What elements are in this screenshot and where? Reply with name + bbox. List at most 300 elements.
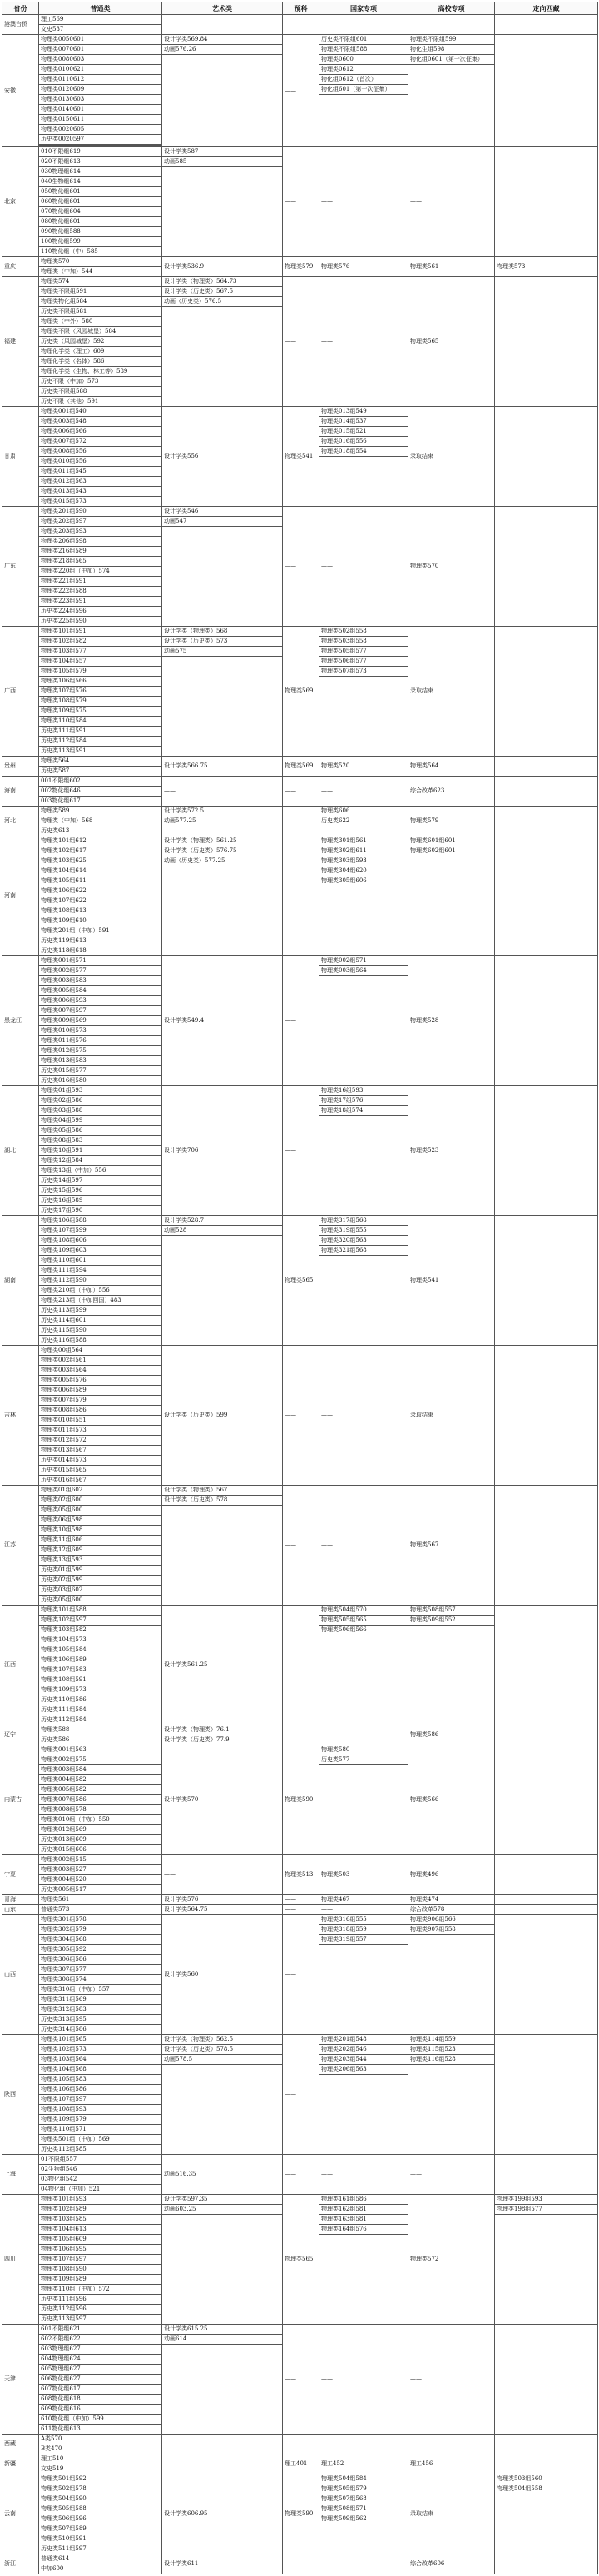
general-cell: 物理类102组589 [39, 2205, 162, 2215]
general-cell: 物理类003组564 [39, 1366, 162, 1376]
college-cell: 理工456 [408, 2454, 495, 2474]
general-cell: 604物理组624 [39, 2355, 162, 2365]
general-cell: 060物化组601 [39, 197, 162, 207]
tibet-cell [495, 2215, 598, 2325]
college-cell: 物理类114组559 [408, 2035, 495, 2045]
tibet-cell [495, 2325, 598, 2435]
general-cell: 601不限组621 [39, 2325, 162, 2335]
tibet-cell: 物理类199组593 [495, 2195, 598, 2205]
province-cell: 山东 [2, 1905, 39, 1915]
province-cell: 港澳台侨 [2, 15, 39, 35]
art-cell: 动画576.26 [162, 45, 283, 55]
general-cell: 历史类613 [39, 826, 162, 836]
art-cell: 设计学类（历史类）77.9 [162, 1735, 283, 1745]
general-cell: 物理类012组572 [39, 1436, 162, 1446]
general-cell: 物理类13组（中加）556 [39, 1166, 162, 1176]
national-cell: 物理类504组584 [319, 2474, 408, 2484]
general-cell: 物理类307组577 [39, 1965, 162, 1975]
art-cell: 设计学类706 [162, 1086, 283, 1216]
tibet-cell [495, 2435, 598, 2454]
table-row [2, 956, 598, 966]
national-cell: 物理类505组579 [319, 2484, 408, 2494]
general-cell: 历史类116组588 [39, 1336, 162, 1346]
general-cell: 物理类001组571 [39, 956, 162, 966]
tibet-cell [495, 807, 598, 836]
table-row [2, 1905, 598, 1915]
prep-cell: —— [283, 2554, 319, 2574]
national-cell [319, 95, 408, 147]
province-cell: 四川 [2, 2195, 39, 2325]
general-cell: 物理类106组566 [39, 677, 162, 687]
general-cell: 物理类110组（中加）572 [39, 2285, 162, 2295]
general-cell: 物理类0100621 [39, 65, 162, 75]
national-cell: 物理类318组559 [319, 1925, 408, 1935]
college-cell: 物化生组598 [408, 45, 495, 55]
art-cell [162, 1506, 283, 1606]
art-cell: 设计学类（物理类）561.25 [162, 836, 283, 846]
tibet-cell [495, 777, 598, 807]
general-cell: B类470 [39, 2444, 162, 2454]
province-cell: 天津 [2, 2325, 39, 2435]
art-cell: 设计学类（历史类）599 [162, 1346, 283, 1486]
general-cell: 物理类104组557 [39, 657, 162, 667]
general-cell: 01不限组557 [39, 2155, 162, 2165]
tibet-cell [495, 1346, 598, 1486]
general-cell: 历史类313组595 [39, 2015, 162, 2025]
general-cell: 历史类05组600 [39, 1596, 162, 1606]
national-cell: 物理类013组549 [319, 407, 408, 417]
general-cell: 03物化组542 [39, 2175, 162, 2185]
general-cell: 历史类014组573 [39, 1456, 162, 1466]
general-cell: 理工569 [39, 15, 162, 25]
general-cell: 物理类213组（中加回国）483 [39, 1296, 162, 1306]
art-cell [162, 167, 283, 257]
national-cell [319, 886, 408, 956]
college-cell: 物理类572 [408, 2195, 495, 2325]
prep-cell: 物理类569 [283, 627, 319, 757]
national-cell: 物理类319组557 [319, 1935, 408, 1945]
general-cell: 历史类113组591 [39, 747, 162, 757]
general-cell: 物理类01组593 [39, 1086, 162, 1096]
national-cell: 物化组601（第一次征集） [319, 85, 408, 95]
general-cell: 物理类（中加）544 [39, 267, 162, 277]
general-cell: 物理类110组584 [39, 717, 162, 727]
general-cell: 历史类112组585 [39, 2145, 162, 2155]
art-cell: 设计学类（物理类）564.73 [162, 277, 283, 287]
general-cell: 物理类306组586 [39, 1955, 162, 1965]
general-cell: 物理类0130603 [39, 95, 162, 105]
general-cell: 物理类03组588 [39, 1106, 162, 1116]
general-cell: 04物化组（中加）521 [39, 2185, 162, 2195]
general-cell: 历史类225组590 [39, 617, 162, 627]
tibet-cell [495, 1905, 598, 1915]
general-cell: 历史类（风园城堡）592 [39, 337, 162, 347]
art-cell: 设计学类572.5 [162, 807, 283, 816]
general-cell: A类570 [39, 2435, 162, 2444]
college-cell: 物理类907组558 [408, 1925, 495, 1935]
header-national: 国家专项 [319, 2, 408, 15]
national-cell: —— [319, 1725, 408, 1745]
prep-cell: —— [283, 777, 319, 807]
general-cell: 历史类111组591 [39, 727, 162, 737]
national-cell: 物理类202组546 [319, 2045, 408, 2055]
college-cell: 物理类566 [408, 1745, 495, 1855]
general-cell: 物理类0050601 [39, 35, 162, 45]
national-cell: —— [319, 507, 408, 627]
general-cell: 历史类015组577 [39, 1066, 162, 1076]
general-cell: 物理类107组599 [39, 1226, 162, 1236]
general-cell: 物理类物化组584 [39, 297, 162, 307]
general-cell: 历史类14组597 [39, 1176, 162, 1186]
general-cell: 物理类002组575 [39, 1755, 162, 1765]
national-cell: 历史类577 [319, 1755, 408, 1765]
college-cell: 物理类564 [408, 757, 495, 777]
college-cell: 物理类567 [408, 1486, 495, 1606]
national-cell: 物理类305组606 [319, 876, 408, 886]
tibet-cell [495, 407, 598, 507]
table-row [2, 2155, 598, 2165]
general-cell: 历史类119组613 [39, 936, 162, 946]
art-cell: 设计学类569.84 [162, 35, 283, 45]
art-cell [162, 2065, 283, 2155]
general-cell: 历史类113组599 [39, 1306, 162, 1316]
general-cell: 物理类002组577 [39, 966, 162, 976]
general-cell: 历史类02组599 [39, 1576, 162, 1586]
national-cell: 物理类319组555 [319, 1226, 408, 1236]
national-cell: 物理类580 [319, 1745, 408, 1755]
college-cell [408, 856, 495, 956]
art-cell: 设计学类546 [162, 507, 283, 517]
table-row [2, 777, 598, 787]
art-cell: 设计学类560 [162, 1915, 283, 2035]
header-college: 高校专项 [408, 2, 495, 15]
art-cell [162, 527, 283, 627]
province-cell: 上海 [2, 2155, 39, 2195]
national-cell [319, 15, 408, 35]
general-cell: 物理类003组548 [39, 417, 162, 427]
table-row [2, 627, 598, 637]
national-cell: —— [319, 147, 408, 257]
general-cell: 610物化组（中加）599 [39, 2415, 162, 2425]
general-cell: 物理类11组606 [39, 1536, 162, 1546]
art-cell: 动画（历史类）576.5 [162, 297, 283, 307]
prep-cell: —— [283, 147, 319, 257]
college-cell: 物理类523 [408, 1086, 495, 1216]
college-cell [408, 2065, 495, 2155]
tibet-cell [495, 1486, 598, 1606]
general-cell: 文史519 [39, 2464, 162, 2474]
prep-cell: —— [283, 807, 319, 836]
general-cell: 物理类05组586 [39, 1126, 162, 1136]
province-cell: 湖南 [2, 1216, 39, 1346]
prep-cell: 物理类565 [283, 2195, 319, 2325]
general-cell: 物理类不限（风园城堡）584 [39, 327, 162, 337]
tibet-cell: 物理类504组558 [495, 2484, 598, 2494]
national-cell: 物化组0612（首次） [319, 75, 408, 85]
general-cell: 物理类502组578 [39, 2484, 162, 2494]
general-cell: 物理类002组561 [39, 1356, 162, 1366]
tibet-cell [495, 1606, 598, 1725]
general-cell: 物理类210组（中加）556 [39, 1286, 162, 1296]
college-cell: 录取结束 [408, 627, 495, 757]
general-cell: 物理类107组597 [39, 2255, 162, 2265]
general-cell: 物理类101组588 [39, 1606, 162, 1616]
college-cell: 物理类579 [408, 807, 495, 836]
general-cell: 物理类507组589 [39, 2524, 162, 2534]
national-cell [319, 677, 408, 757]
art-cell: 设计学类615.25 [162, 2325, 283, 2335]
college-cell: 物理类474 [408, 1895, 495, 1905]
national-cell: —— [319, 1346, 408, 1486]
art-cell: 设计学类（物理类）562.5 [162, 2035, 283, 2045]
general-cell: 602不限组622 [39, 2335, 162, 2345]
general-cell: 物理类105组583 [39, 2075, 162, 2085]
province-cell: 宁夏 [2, 1855, 39, 1895]
prep-cell: —— [283, 277, 319, 407]
province-cell: 北京 [2, 147, 39, 257]
college-cell [408, 65, 495, 147]
general-cell: 物理类105组584 [39, 1645, 162, 1655]
table-row [2, 1745, 598, 1755]
art-cell [162, 55, 283, 147]
table-row [2, 35, 598, 45]
general-cell: 物理类104组614 [39, 866, 162, 876]
national-cell: 物理类320组563 [319, 1236, 408, 1246]
general-cell: 物理类013组543 [39, 487, 162, 497]
general-cell: 物理类105组579 [39, 667, 162, 677]
general-cell: 历史类不限组588 [39, 387, 162, 397]
general-cell: 物理类0110612 [39, 75, 162, 85]
general-cell: 物理类506组596 [39, 2514, 162, 2524]
art-cell [162, 2435, 283, 2454]
national-cell: 物理类508组571 [319, 2504, 408, 2514]
general-cell: 历史类16组589 [39, 1196, 162, 1206]
national-cell: —— [319, 777, 408, 807]
province-cell: 辽宁 [2, 1725, 39, 1745]
national-cell [319, 2435, 408, 2454]
general-cell: 物理类305组592 [39, 1945, 162, 1955]
tibet-cell [495, 2454, 598, 2474]
general-cell: 物理类104组573 [39, 1635, 162, 1645]
general-cell: 物理类108组591 [39, 1675, 162, 1685]
art-cell: 设计学类597.35 [162, 2195, 283, 2205]
national-cell: 物理类201组548 [319, 2035, 408, 2045]
prep-cell: —— [283, 2155, 319, 2195]
general-cell: 历史类118组618 [39, 946, 162, 956]
general-cell: 物理类10组598 [39, 1526, 162, 1536]
art-cell: 设计学类（物理类）76.1 [162, 1725, 283, 1735]
table-row [2, 407, 598, 417]
general-cell: 物理类588 [39, 1725, 162, 1735]
general-cell: 040生物组614 [39, 177, 162, 187]
general-cell: 物理类012组563 [39, 477, 162, 487]
table-row [2, 807, 598, 816]
general-cell: 物理类310组（中加）557 [39, 1985, 162, 1995]
prep-cell: —— [283, 35, 319, 147]
art-cell: 设计学类556 [162, 407, 283, 507]
general-cell: 001不限组602 [39, 777, 162, 787]
general-cell: 物理类（中外）580 [39, 317, 162, 327]
national-cell: —— [319, 1905, 408, 1915]
general-cell: 物理类109组603 [39, 1246, 162, 1256]
art-cell [162, 866, 283, 956]
prep-cell: 物理类590 [283, 2474, 319, 2554]
tibet-cell [495, 2494, 598, 2554]
general-cell: 物理类0020605 [39, 125, 162, 135]
general-cell: 物理类06组598 [39, 1516, 162, 1526]
general-cell: 历史不限（其他）591 [39, 397, 162, 407]
national-cell: 物理类16组593 [319, 1086, 408, 1096]
general-cell: 历史类314组586 [39, 2025, 162, 2035]
national-cell: 物理类206组563 [319, 2065, 408, 2075]
art-cell: 动画578.5 [162, 2055, 283, 2065]
province-cell: 河北 [2, 807, 39, 836]
table-row [2, 1346, 598, 1356]
table-row [2, 147, 598, 157]
college-cell: —— [408, 2325, 495, 2435]
general-cell: 历史类016组580 [39, 1076, 162, 1086]
general-cell: 物理类004组582 [39, 1775, 162, 1785]
prep-cell: —— [283, 2035, 319, 2155]
general-cell: 历史类15组596 [39, 1186, 162, 1196]
general-cell: 物理类015组573 [39, 497, 162, 507]
province-cell: 河南 [2, 836, 39, 956]
national-cell: 物理类014组537 [319, 417, 408, 427]
general-cell: 物理类302组579 [39, 1925, 162, 1935]
general-cell: 物理类011组573 [39, 1426, 162, 1436]
art-cell: 设计学类（物理类）567 [162, 1486, 283, 1496]
general-cell: 物理类108组613 [39, 906, 162, 916]
general-cell: 物理类103组585 [39, 2215, 162, 2225]
header-art: 艺术类 [162, 2, 283, 15]
general-cell: 物理类109组610 [39, 916, 162, 926]
general-cell: 物理类010组551 [39, 1416, 162, 1426]
general-cell: 物理类103组564 [39, 2055, 162, 2065]
general-cell: 物理类105组611 [39, 876, 162, 886]
college-cell: 综合改革623 [408, 777, 495, 807]
national-cell: 物理类不限组588 [319, 45, 408, 55]
general-cell: 物理类308组574 [39, 1975, 162, 1985]
general-cell: 物理类012组569 [39, 1825, 162, 1835]
general-cell: 物理类589 [39, 807, 162, 816]
table-row [2, 2454, 598, 2464]
prep-cell: 物理类579 [283, 257, 319, 277]
prep-cell: —— [283, 507, 319, 627]
art-cell: 动画575 [162, 647, 283, 657]
art-cell: 设计学类（物理类）568 [162, 627, 283, 637]
general-cell: 物理类505组588 [39, 2504, 162, 2514]
general-cell: 物理类220组（中加）574 [39, 567, 162, 577]
general-cell: 物理类312组583 [39, 2005, 162, 2015]
table-row [2, 507, 598, 517]
general-cell: 物理类218组565 [39, 557, 162, 567]
general-cell: 物理类005组584 [39, 986, 162, 996]
general-cell: 物理类112组590 [39, 1276, 162, 1286]
prep-cell: 物理类541 [283, 407, 319, 507]
college-cell: —— [408, 147, 495, 257]
tibet-cell [495, 1745, 598, 1855]
general-cell: 历史类015组606 [39, 1845, 162, 1855]
general-cell: 物理类221组591 [39, 577, 162, 587]
national-cell: 物理类304组620 [319, 866, 408, 876]
national-cell [319, 1765, 408, 1855]
general-cell: 物理类102组573 [39, 2045, 162, 2055]
college-cell: 物理类496 [408, 1855, 495, 1895]
general-cell: 110物化组（中）585 [39, 247, 162, 257]
general-cell: 物理类0120609 [39, 85, 162, 95]
national-cell: 物理类17组576 [319, 1096, 408, 1106]
province-cell: 湖北 [2, 1086, 39, 1216]
art-cell: —— [162, 2454, 283, 2474]
general-cell: 历史类112组596 [39, 2305, 162, 2315]
general-cell: 物理类102组582 [39, 637, 162, 647]
general-cell: 物理类106组586 [39, 2085, 162, 2095]
general-cell: 物理类304组568 [39, 1935, 162, 1945]
general-cell: 物理类12组584 [39, 1156, 162, 1166]
province-cell: 海南 [2, 777, 39, 807]
college-cell: 录取结束 [408, 2474, 495, 2554]
header-general: 普通类 [39, 2, 162, 15]
tibet-cell [495, 15, 598, 35]
prep-cell: —— [283, 1086, 319, 1216]
table-row [2, 1486, 598, 1496]
national-cell: 物理类520 [319, 757, 408, 777]
general-cell: 物理类00组564 [39, 1346, 162, 1356]
art-cell: 动画603.25 [162, 2205, 283, 2215]
college-cell: 物理类509组552 [408, 1616, 495, 1626]
tibet-cell [495, 2035, 598, 2155]
general-cell: 物理类109组579 [39, 2115, 162, 2125]
general-cell: 历史类17组590 [39, 1206, 162, 1216]
art-cell [162, 1236, 283, 1346]
general-cell: 070物化组604 [39, 207, 162, 217]
general-cell: 历史类015组565 [39, 1466, 162, 1476]
general-cell: 物理类106组589 [39, 1655, 162, 1665]
college-cell: 录取结束 [408, 407, 495, 507]
general-cell: 物理类02组586 [39, 1096, 162, 1106]
art-cell [162, 2215, 283, 2325]
tibet-cell [495, 147, 598, 257]
art-cell: 设计学类561.25 [162, 1606, 283, 1725]
national-cell: 物理类503组558 [319, 637, 408, 647]
art-cell: 动画516.35 [162, 2155, 283, 2195]
general-cell: 普通类573 [39, 1905, 162, 1915]
table-row [2, 2195, 598, 2205]
general-cell: 物理类12组609 [39, 1546, 162, 1556]
general-cell: 物理类003组583 [39, 976, 162, 986]
general-cell: 物理类206组598 [39, 537, 162, 547]
admission-score-table [2, 2, 598, 2574]
general-cell: 历史类01组599 [39, 1566, 162, 1576]
general-cell: 物理类012组575 [39, 1046, 162, 1056]
national-cell: 物理类505组565 [319, 1616, 408, 1626]
general-cell: 02生物组546 [39, 2165, 162, 2175]
general-cell: 物理类561 [39, 1895, 162, 1905]
national-cell: 物理类002组571 [319, 956, 408, 966]
general-cell: 历史类115组590 [39, 1326, 162, 1336]
college-cell: 综合改革578 [408, 1905, 495, 1915]
general-cell: 物理类104组568 [39, 2065, 162, 2075]
prep-cell: —— [283, 1486, 319, 1606]
general-cell: 理工510 [39, 2454, 162, 2464]
general-cell: 物理类574 [39, 277, 162, 287]
general-cell: 物理类108组593 [39, 2105, 162, 2115]
college-cell [408, 1626, 495, 1725]
general-cell: 物理类564 [39, 757, 162, 767]
national-cell: 物理类203组544 [319, 2055, 408, 2065]
general-cell: 物理类009组569 [39, 1016, 162, 1026]
national-cell: 物理类504组570 [319, 1606, 408, 1616]
